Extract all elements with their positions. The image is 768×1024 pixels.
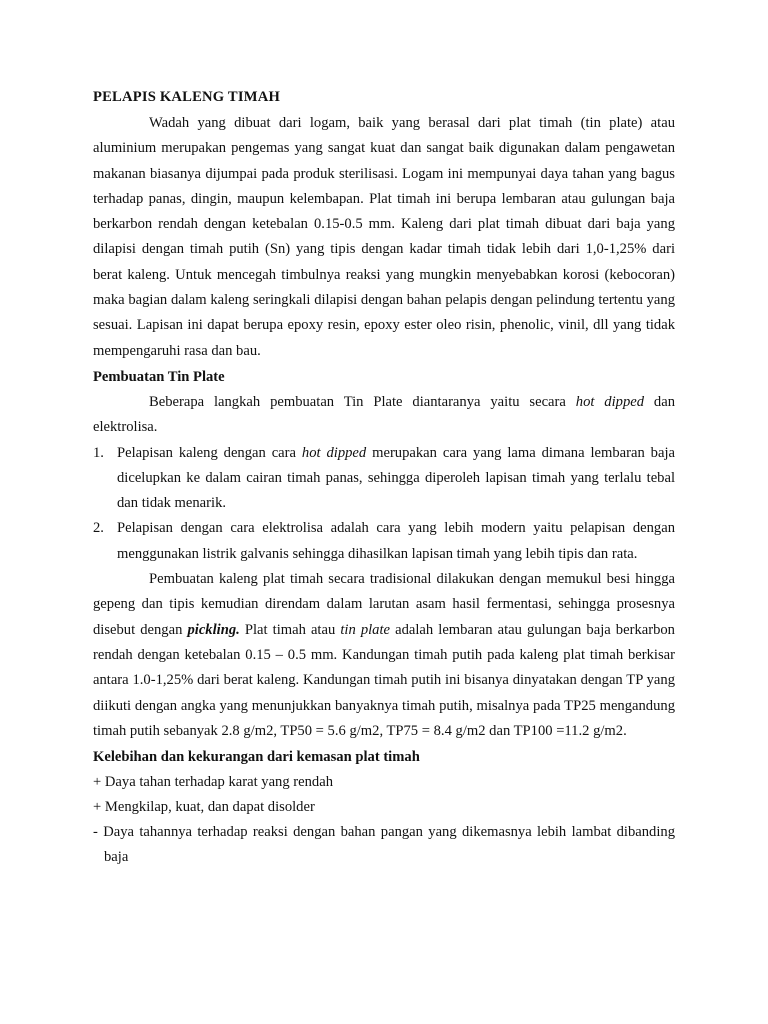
section-heading-tin-plate: Pembuatan Tin Plate (93, 368, 225, 385)
point-item: - Daya tahannya terhadap reaksi dengan bahan pangan yang dikemasnya lebih lambat dibanding baja (93, 824, 675, 866)
pickling-text-1: Pembuatan kaleng plat timah secara tradisional dilakukan dengan memukul besi hingga gepeng dan tipis kemudian direndam dalam larutan asam hasil fermentasi, sehingga prosesnya disebut dengan (93, 571, 675, 638)
list-item-number: 2. (93, 520, 104, 537)
section-intro-text-end: dan elektrolisa. (93, 393, 675, 436)
point-item: + Daya tahan terhadap karat yang rendah (93, 774, 333, 791)
list-item (93, 441, 675, 517)
pickling-text-2: Plat timah atau (239, 621, 341, 638)
list-item-text: Pelapisan kaleng dengan cara (117, 444, 302, 461)
document-page (93, 87, 675, 870)
pickling-paragraph (93, 567, 675, 744)
document-title: PELAPIS KALENG TIMAH (93, 89, 280, 105)
section-intro-italic: hot dipped (575, 393, 645, 410)
list-item (93, 516, 675, 567)
list-item-text-end: merupakan cara yang lama dimana lembaran baja dicelupkan ke dalam cairan timah panas, sehingga diperoleh lapisan timah yang terlalu tebal dan tidak menarik. (117, 444, 675, 512)
intro-paragraph: Wadah yang dibuat dari logam, baik yang berasal dari plat timah (tin plate) atau aluminium merupakan pengemas yang sangat kuat dan sangat baik digunakan dalam pengawetan makanan biasanya dijumpai pada produk sterilisasi. Logam ini mempunyai daya tahan yang bagus terhadap panas, dingin, maupun kelembapan. Plat timah ini berupa lembaran atau gulungan baja berkarbon rendah dengan ketebalan 0.15-0.5 mm. Kaleng dari plat timah dibuat dari baja yang dilapisi dengan timah putih (Sn) yang tipis dengan kadar timah tidak lebih dari 1,0-1,25% dari berat kaleng. Untuk mencegah timbulnya reaksi yang mungkin menyebabkan korosi (kebocoran) maka bagian dalam kaleng seringkali dilapisi dengan bahan pelapis dengan pelindung tertentu yang sesuai. Lapisan ini dapat berupa epoxy resin, epoxy ester oleo risin, phenolic, vinil, dll yang tidak mempengaruhi rasa dan bau. (93, 115, 675, 359)
section-heading-pros-cons: Kelebihan dan kekurangan dari kemasan plat timah (93, 749, 420, 766)
point-item: + Mengkilap, kuat, dan dapat disolder (93, 799, 315, 816)
tin-plate-term: tin plate (340, 621, 391, 638)
list-item-text: Pelapisan dengan cara elektrolisa adalah cara yang lebih modern yaitu pelapisan dengan menggunakan listrik galvanis sehingga dihasilkan lapisan timah yang lebih tipis dan rata. (117, 520, 675, 562)
list-item-italic: hot dipped (301, 444, 367, 461)
steps-list (93, 441, 675, 567)
section-intro-text: Beberapa langkah pembuatan Tin Plate diantaranya yaitu secara (149, 393, 576, 410)
list-item-number: 1. (93, 444, 104, 461)
section-intro-paragraph (93, 390, 675, 441)
pickling-text-3: adalah lembaran atau gulungan baja berkarbon rendah dengan ketebalan 0.15 – 0.5 mm. Kandungan timah putih pada kaleng plat timah berkisar antara 1.0-1,25% dari berat kaleng. Kandungan timah putih ini bisanya dinyatakan dengan TP yang diikuti dengan angka yang menunjukkan banyaknya timah putih, misalnya pada TP25 mengandung timah putih sebanyak 2.8 g/m2, TP50 = 5.6 g/m2, TP75 = 8.4 g/m2 dan TP100 =11.2 g/m2. (93, 621, 675, 739)
pickling-term: pickling. (187, 621, 240, 638)
